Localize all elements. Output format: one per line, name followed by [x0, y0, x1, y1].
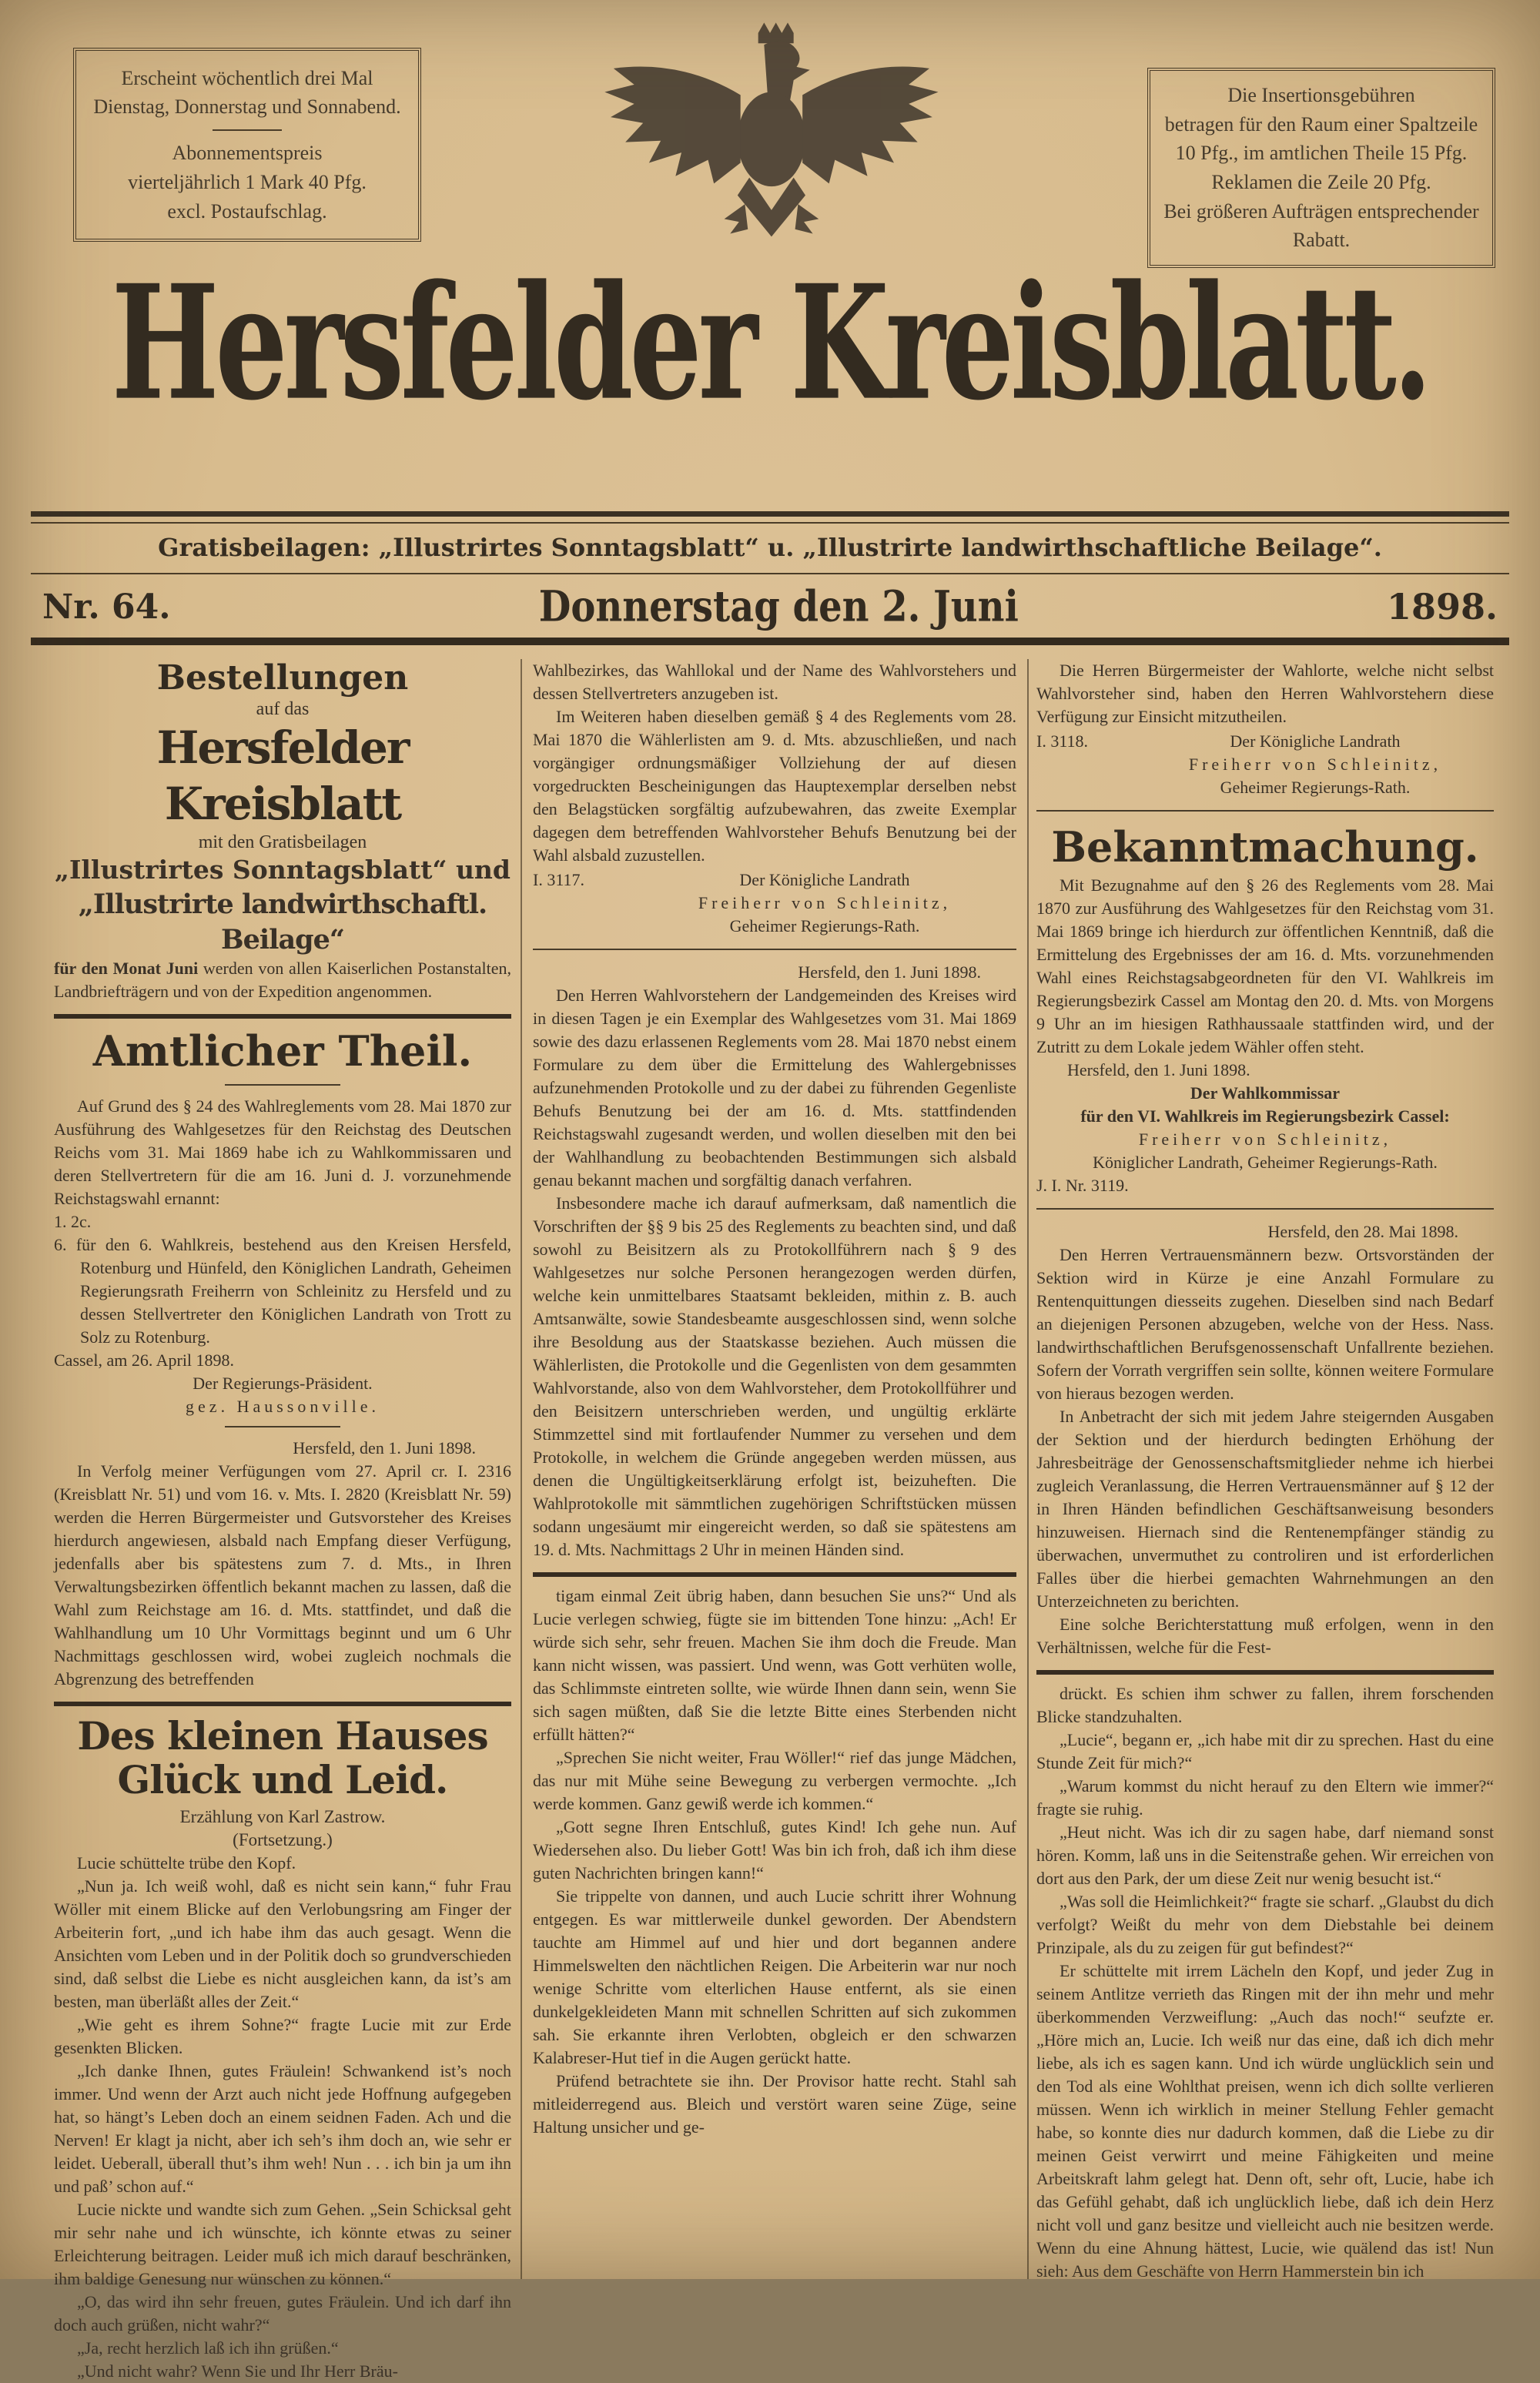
dateline: Hersfeld, den 28. Mai 1898. [1267, 1221, 1458, 1241]
rates-line: 10 Pfg., im amtlichen Theile 15 Pfg. [1175, 142, 1468, 165]
story-paragraph: „Sprechen Sie nicht weiter, Frau Wöller!“ rief das junge Mädchen, das nur mit Mühe seine Bewegung zu verbergen vermochte. „Ich werde kommen. Ganz gewiß werde ich kommen.“ [533, 1748, 1016, 1813]
article-paragraph: Im Weiteren haben dieselben gemäß § 4 des Reglements vom 28. Mai 1870 die Wählerlisten am 9. d. Mts. abzuschließen, und nach vorgängiger ordnungsmäßiger Vollziehung der auf diesen vorgedruckten Bescheinigungen das Hauptexemplar derselben nebst den Belagstücken sorgfältig aufzubewahren, das zweite Exemplar dagegen dem betreffenden Wahlvorsteher Behufs Benutzung bei der Wahl alsbald zuzustellen. [533, 707, 1016, 865]
supplement-title: „Illustrirtes Sonntagsblatt“ und [54, 855, 511, 885]
masthead-rule-thin [31, 522, 1509, 524]
signature-title: Der Regierungs-Präsident. [192, 1373, 373, 1393]
story-paragraph: „Ja, recht herzlich laß ich ihn grüßen.“ [77, 2338, 339, 2358]
article-divider [533, 949, 1016, 950]
column-divider [521, 659, 522, 2279]
story-paragraph: „Nun ja. Ich weiß wohl, daß es nicht sein kann,“ fuhr Frau Wöller mit einem Blicke auf den Verlobungsring am Finger der Arbeiterin fort, „und ich habe ihm das auch gesagt. Wenn die Ansichten vom Leben und in der Politik doch so grundverschieden sind, daß selbst die Liebe es nicht ausgleichen kann, da ist’s am besten, man überläßt alles der Zeit.“ [54, 1876, 511, 2011]
signature-role: Geheimer Regierungs-Rath. [729, 916, 920, 935]
subscription-body-bold: für den Monat Juni [54, 959, 199, 979]
article-paragraph: Den Herren Wahlvorstehern der Landgemeinden des Kreises wird in diesen Tagen je ein Exemplar des Wahlgesetzes vom 31. Mai 1869 sowie des dazu erlassenen Reglements vom 28. Mai 1870 nebst einem Formulare zu dem über die Ermittelung des Wahlergebnisses aufzunehmenden Protokolle und zu der dabei zu führenden Gegenliste Behufs Benutzung bei der am 16. d. Mts. stattfindenden Reichstagswahl zugesandt werden, und wollen dieselben mit den bei der Wahlhandlung zu beobachtenden Bestimmungen sich alsbald genau bekannt machen und sorgfältig danach verfahren. [533, 986, 1016, 1190]
feuilleton-text-col3 [1036, 1682, 1494, 2283]
story-paragraph: „O, das wird ihn sehr freuen, gutes Fräulein. Und ich darf ihn doch auch grüßen, nicht wahr?“ [54, 2291, 511, 2334]
signature-block [1036, 730, 1494, 799]
story-paragraph: „Ich danke Ihnen, gutes Fräulein! Schwankend ist’s noch immer. Und wenn der Arzt auch nicht jede Hoffnung aufgegeben hat, so hängt’s Leben doch an einem seidnen Faden. Ach und die Nerven! Er klagt ja nicht, aber ich seh’s ihm doch an, wie sehr er leidet. Ueberall, überall thut’s ihm weh! Nun . . . ich bin ja um ihn und paß’ schon auf.“ [54, 2060, 511, 2196]
column-2 [533, 659, 1016, 2279]
story-paragraph: Er schüttelte mit irrem Lächeln den Kopf, und jeder Zug in seinem Antlitze verrieth das Ringen mit der ihn mehr und mehr überkommenden Verzweiflung: „Auch das noch!“ seufzte er. „Höre mich an, Lucie. Ich weiß nur das eine, daß ich dich mehr liebe, als ich es sagen kann. Und ich würde unglücklich sein und den Tod als eine Wohlthat preisen, wenn ich dich sollte verlieren müssen. Wenn ich wirklich in meiner Stellung Fehler gemacht habe, so konnte dies nur dadurch kommen, daß die Liebe zu dir meinen Geist verwirrt und meine Fähigkeiten und meine Arbeitskraft lahm gelegt hat. Denn oft, sehr oft, Lucie, habe ich das Gefühl gehabt, daß ich unglücklich liebe, daß ich dein Herz nicht voll und ganz besitze und vielleicht auch nie besitzen werde. Wenn du eine Ahnung hättest, Lucie, wie quälend das ist! Nun sieh: Aus dem Geschäfte von Herrn Hammerstein bin ich [1036, 1960, 1494, 2281]
issue-date: Donnerstag den 2. Juni [538, 581, 1019, 632]
header-bottom-rule [31, 638, 1509, 645]
story-paragraph: drückt. Es schien ihm schwer zu fallen, ihrem forschenden Blicke standzuhalten. [1036, 1683, 1494, 1726]
column-3 [1036, 659, 1494, 2279]
story-paragraph: „Warum kommst du nicht herauf zu den Eltern wie immer?“ fragte sie ruhig. [1036, 1776, 1494, 1819]
signature-title: Der Königliche Landrath [1230, 731, 1401, 751]
feuilleton-text-col2 [533, 1585, 1016, 2139]
list-item: 1. 2c. [54, 1211, 92, 1231]
rates-line: Die Insertionsgebühren [1227, 83, 1415, 106]
dateline: Cassel, am 26. April 1898. [54, 1350, 235, 1370]
rates-line: Reklamen die Zeile 20 Pfg. [1211, 171, 1431, 193]
story-paragraph: Lucie nickte und wandte sich zum Gehen. „Sein Schicksal geht mir sehr nahe und ich wünschte, ich könnte etwas zu seiner Erleichterung beitragen. Leider muß ich mich darauf beschränken, ihm baldige Genesung nur wünschen zu können.“ [54, 2199, 511, 2288]
issue-year: 1898. [1386, 586, 1498, 628]
feuilleton-continuation: (Fortsetzung.) [233, 1829, 333, 1849]
article-paragraph: Auf Grund des § 24 des Wahlreglements vom 28. Mai 1870 zur Ausführung des Wahlgesetzes für den Reichstag des Deutschen Reichs vom 31. Mai 1869 habe ich zu Wahlkommissaren und deren Stellvertretern für die am 16. Juni d. J. vorzunehmende Reichstagswahl ernannt: [54, 1096, 511, 1208]
signature-name: gez. Haussonville. [186, 1396, 380, 1416]
article-paragraph: In Anbetracht der sich mit jedem Jahre steigernden Ausgaben der Sektion und der hierdurch bedingten Erhöhung der Jahresbeiträge der Genossenschaftsmitglieder nehme ich hierbei zugleich Veranlassung, die Herren Vertrauensmänner auf § 12 der in Ihren Händen befindlichen Geschäftsanweisung besonders hinzuweisen. Hiernach sind die Rentenempfänger ständig zu überwachen, unvermuthet zu controliren und ist erforderlichen Falles über die hierbei gemachten Wahrnehmungen an den Unterzeichneten zu berichten. [1036, 1406, 1494, 1611]
signature-name: Freiherr von Schleinitz, [1188, 755, 1442, 774]
divider [213, 129, 282, 131]
signature-name: Freiherr von Schleinitz, [698, 893, 952, 912]
schedule-line: Dienstag, Donnerstag und Sonnabend. [93, 95, 401, 119]
story-paragraph: Lucie schüttelte trübe den Kopf. [77, 1853, 296, 1873]
newspaper-title: Hersfelder Kreisblatt. [111, 249, 1429, 435]
masthead-rule-thick [31, 511, 1509, 517]
article-paragraph: Die Herren Bürgermeister der Wahlorte, welche nicht selbst Wahlvorsteher sind, haben den Herren Wahlvorstehern diese Verfügung zur Einsicht mitzutheilen. [1036, 661, 1494, 726]
file-reference: I. 3117. [533, 870, 585, 889]
story-paragraph: „Lucie“, begann er, „ich habe mit dir zu sprechen. Hast du eine Stunde Zeit für mich?“ [1036, 1729, 1494, 1772]
article-paragraph: In Verfolg meiner Verfügungen vom 27. April cr. I. 2316 (Kreisblatt Nr. 51) und vom 16. v. Mts. I. 2820 (Kreisblatt Nr. 59) werden die Herren Bürgermeister und Gutsvorsteher des Kreises hierdurch angewiesen, alsbald nach Empfang dieser Verfügung, jedenfalls aber bis spätestens zum 7. d. Mts., in Ihren Verwaltungsbezirken öffentlich bekannt machen zu lassen, daß die Wahl zum Reichstage am 16. d. Mts. stattfindet, und daß die Wahlhandlung um 10 Uhr Vormittags beginnt und um 6 Uhr Nachmittags geschlossen wird, wobei zugleich nochmals die Abgrenzung des betreffenden [54, 1461, 511, 1689]
supplements-line: Gratisbeilagen: „Illustrirtes Sonntagsblatt“ u. „Illustrirte landwirthschaftliche Beilage“. [158, 533, 1382, 562]
dateline: Hersfeld, den 1. Juni 1898. [798, 962, 981, 982]
commissioner-role: Königlicher Landrath, Geheimer Regierungs-Rath. [1093, 1152, 1438, 1172]
issue-date-row [42, 577, 1498, 636]
supplement-title: „Illustrirte landwirthschaftl. Beilage“ [78, 889, 487, 956]
commissioner-district: für den VI. Wahlkreis im Regierungsbezirk Cassel: [1080, 1106, 1450, 1126]
story-paragraph: Sie trippelte von dannen, und auch Lucie schritt ihrer Wohnung entgegen. Es war mittlerweile dunkel geworden. Der Abendstern tauchte am Himmel auf und hier und dort begannen andere Himmelswelten den nächtlichen Reigen. Die Arbeiterin war nur noch wenige Schritte vom elterlichen Hause entfernt, als sie einen dunkelgekleideten Mann mit schnellen Schritten auf sich zukommen sah. Sie erkannte ihren Verlobten, obgleich er den schwarzen Kalabreser-Hut tief in die Augen gerückt hatte. [533, 1886, 1016, 2067]
subtitle-rule [31, 573, 1509, 574]
article-paragraph: Wahlbezirkes, das Wahllokal und der Name des Wahlvorstehers und dessen Stellvertreters anzugeben ist. [533, 661, 1016, 703]
rates-line: Rabatt. [1292, 229, 1351, 252]
dateline: Hersfeld, den 1. Juni 1898. [293, 1437, 476, 1458]
signature-block [533, 869, 1016, 938]
feuilleton-rule [1036, 1670, 1494, 1675]
article-divider [225, 1426, 340, 1427]
signature-title: Der Königliche Landrath [739, 870, 910, 889]
price-line: excl. Postaufschlag. [167, 199, 327, 223]
column-divider [1027, 659, 1029, 2279]
announcement-heading: Bekanntmachung. [1051, 822, 1479, 872]
feuilleton-byline: Erzählung von Karl Zastrow. [179, 1806, 386, 1826]
subscription-line: mit den Gratisbeilagen [198, 832, 367, 853]
list-item: 6. für den 6. Wahlkreis, bestehend aus den Kreisen Hersfeld, Rotenburg und Hünfeld, den Königlichen Landrath, Geheimen Regierungsrath Freiherrn von Schleinitz zu Hersfeld und zu dessen Stellvertreter den Königlichen Landrath von Trott zu Solz zu Rotenburg. [54, 1234, 511, 1347]
issue-number: Nr. 64. [42, 587, 171, 627]
story-paragraph: „Gott segne Ihren Entschluß, gutes Kind! Ich gehe nun. Auf Wiedersehen also. Du lieber Gott! Was bin ich froh, daß ich ihm diese guten Nachrichten bringen kann!“ [533, 1817, 1016, 1883]
article-paragraph: Eine solche Berichterstattung muß erfolgen, wenn in den Verhältnissen, welche für die Fest- [1036, 1614, 1494, 1657]
article-divider [1036, 1208, 1494, 1210]
subscription-paper-title: Hersfelder Kreisblatt [156, 721, 409, 830]
signature-lines [633, 869, 1016, 938]
subscription-line: auf das [256, 698, 310, 719]
column-1 [54, 658, 511, 2381]
heading-underline [225, 1084, 340, 1086]
rates-line: betragen für den Raum einer Spaltzeile [1164, 112, 1478, 136]
signature-role: Geheimer Regierungs-Rath. [1220, 778, 1411, 797]
story-paragraph: „Was soll die Heimlichkeit?“ fragte sie scharf. „Glaubst du dich verfolgt? Weißt du mehr von dem Diebstahle bei deinem Prinzipale, als du zu zeigen für gut befindest?“ [1036, 1891, 1494, 1957]
schedule-line: Erscheint wöchentlich drei Mal [121, 66, 373, 89]
story-paragraph: tigam einmal Zeit übrig haben, dann besuchen Sie uns?“ Und als Lucie verlegen schwieg, fügte sie im bittenden Tone hinzu: „Ach! Er würde sich sehr, sehr freuen. Machen Sie ihm doch die Freude. Man kann nicht wissen, was passiert. Und wenn, was Gott verhüten wolle, das Schlimmste eintreten sollte, wie würde Ihnen dann sein, wenn Sie sich sagen müßten, daß Sie die letzte Bitte eines Sterbenden nicht erfüllt hätten?“ [533, 1586, 1016, 1744]
feuilleton-rule [533, 1572, 1016, 1577]
story-paragraph: „Wie geht es ihrem Sohne?“ fragte Lucie mit zur Erde gesenkten Blicken. [54, 2014, 511, 2057]
article-divider [1036, 810, 1494, 812]
ad-rates-box [1147, 68, 1495, 268]
article-paragraph: Den Herren Vertrauensmännern bezw. Ortsvorständen der Sektion wird in Kürze je eine Anzahl Formulare zu Rentenquittungen diesseits zugehen. Dieselben sind nach Bedarf an diejenigen Personen abzugeben, welche von der Hess. Nass. landwirthschaftlichen Berufsgenossenschaft Unfallrente beziehen. Sofern der Vorrath vergriffen sein sollte, können weitere Formulare von hieraus bezogen werden. [1036, 1244, 1494, 1403]
feuilleton-rule [54, 1702, 511, 1706]
article-paragraph: Mit Bezugnahme auf den § 26 des Reglements vom 28. Mai 1870 zur Ausführung des Wahlgesetzes für den Reichstag vom 31. Mai 1869 bringe ich hierdurch zur öffentlichen Kenntniß, daß die Ermittelung des Ergebnisses der am 16. d. Mts. vorzunehmenden Wahl eines Reichstagsabgeordneten für den VI. Wahlkreis im Regierungsbezirk Cassel am Montag den 20. d. Mts. von Morgens 9 Uhr an im hiesigen Rathhaussaale stattfinden wird, und der Zutritt zu dem Lokale jedem Wähler offen steht. [1036, 875, 1494, 1056]
official-section-heading: Amtlicher Theil. [92, 1026, 473, 1076]
section-rule [54, 1014, 511, 1019]
feuilleton-text-col1 [54, 1852, 511, 2383]
article-paragraph: Insbesondere mache ich darauf aufmerksam, daß namentlich die Vorschriften der §§ 9 bis 25 des Reglements zu beachten sind, und daß sowohl zu Beisitzern als zu Protokollführern nach § 9 des Wahlgesetzes nur solche Personen herangezogen werden dürfen, welche kein unmittelbares Staatsamt bekleiden, mithin z. B. auch Amtsanwälte, sowie Standesbeamte ausgeschlossen sind, wenn solche ihre Besoldung aus der Staatskasse beziehen. Auch müssen die Wählerlisten, die Protokolle und die Gegenlisten von dem gesammten Wahlvorstande, also von dem Wahlvorsteher, dem Protokollführer und den Beisitzern unterschrieben werden, und ungültig erklärte Stimmzettel sind mit fortlaufender Nummer zu versehen und dem Protokolle, in welchem die Gründe angegeben werden müssen, aus denen die Ungültigkeitserklärung erfolgt ist, beizuheften. Die Wahlprotokolle mit sämmtlichen zugehörigen Schriftstücken müssen sodann ungesäumt mir eingereicht werden, so daß sie spätestens am 19. d. Mts. Nachmittags 2 Uhr in meinen Händen sind. [533, 1193, 1016, 1559]
subscription-body-rest: werden von allen Kaiserlichen Postanstalten, Landbriefträgern und von der Expedition angenommen. [54, 959, 511, 1002]
story-paragraph: „Heut nicht. Was ich dir zu sagen habe, darf niemand sonst hören. Komm, laß uns in die Seitenstraße gehen. Wir erreichen von dort aus den Park, der um diese Zeit nur wenig besucht ist.“ [1036, 1822, 1494, 1888]
rates-line: Bei größeren Aufträgen entsprechender [1163, 199, 1479, 223]
price-line: Abonnementspreis [172, 142, 323, 165]
subscription-heading: Bestellungen [156, 658, 409, 698]
publication-schedule-box [73, 48, 421, 242]
subscription-body [54, 957, 511, 1003]
commissioner-title: Der Wahlkommissar [1190, 1083, 1341, 1103]
dateline: Hersfeld, den 1. Juni 1898. [1067, 1059, 1250, 1079]
file-reference: J. I. Nr. 3119. [1036, 1175, 1129, 1195]
imperial-eagle-icon [593, 9, 947, 263]
commissioner-name: Freiherr von Schleinitz, [1138, 1129, 1392, 1149]
story-paragraph: „Und nicht wahr? Wenn Sie und Ihr Herr Bräu- [77, 2361, 398, 2381]
story-paragraph: Prüfend betrachtete sie ihn. Der Provisor hatte recht. Stahl sah mitleiderregend aus. Bleich und verstört waren seine Züge, seine Haltung unsicher und ge- [533, 2071, 1016, 2137]
signature-lines [1137, 730, 1494, 799]
file-reference: I. 3118. [1036, 731, 1089, 751]
feuilleton-title: Des kleinen Hauses Glück und Leid. [77, 1712, 488, 1803]
price-line: vierteljährlich 1 Mark 40 Pfg. [128, 170, 367, 193]
